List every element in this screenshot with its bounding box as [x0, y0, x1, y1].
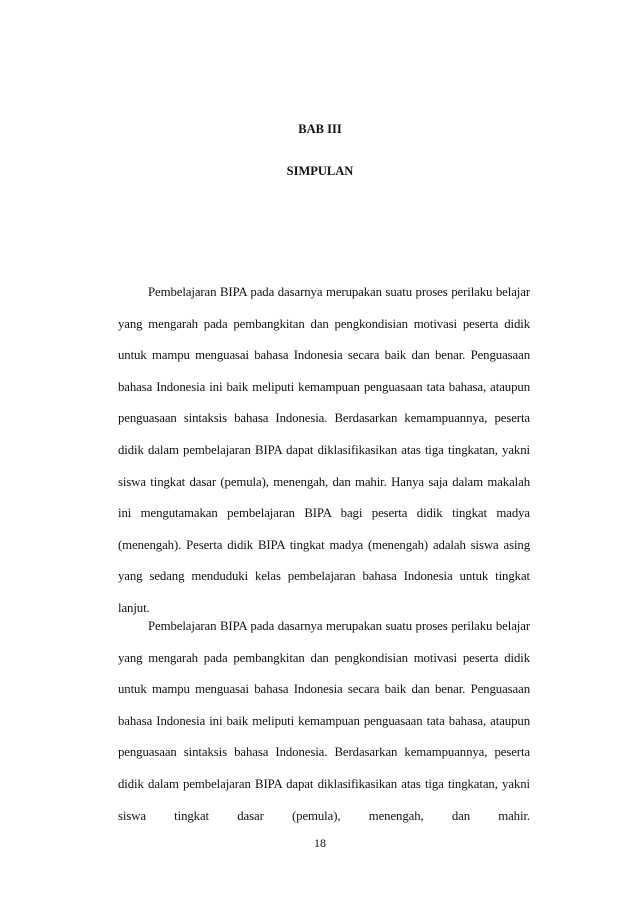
paragraph-1-text: Pembelajaran BIPA pada dasarnya merupakan suatu proses perilaku belajar yang mengarah pada pembangkitan dan pengkondisian motivasi peserta didik untuk mampu menguasai bahasa Indonesia secara baik dan benar. Penguasaan bahasa Indonesia ini baik meliputi kemampuan penguasaan tata bahasa, ataupun penguasaan sintaksis bahasa Indonesia. Berdasarkan kemampuannya, peserta didik dalam pembelajaran BIPA dapat diklasifikasikan atas tiga tingkatan, yakni siswa tingkat dasar (pemula), menengah, dan mahir. Hanya saja dalam makalah ini mengutamakan pembelajaran BIPA bagi peserta didik tingkat madya (menengah). Peserta didik BIPA tingkat madya (menengah) adalah siswa asing yang sedang menduduki kelas pembelajaran bahasa Indonesia untuk tingkat lanjut.	[118, 285, 530, 615]
chapter-title: SIMPULAN	[286, 164, 354, 178]
chapter-heading: BAB III	[298, 122, 342, 136]
paragraph-2-text: Pembelajaran BIPA pada dasarnya merupakan suatu proses perilaku belajar yang mengarah pada pembangkitan dan pengkondisian motivasi peserta didik untuk mampu menguasai bahasa Indonesia secara baik dan benar. Penguasaan bahasa Indonesia ini baik meliputi kemampuan penguasaan tata bahasa, ataupun penguasaan sintaksis bahasa Indonesia. Berdasarkan kemampuannya, peserta didik dalam pembelajaran BIPA dapat diklasifikasikan atas tiga tingkatan, yakni siswa tingkat dasar (pemula), menengah, dan mahir.	[118, 619, 530, 823]
page-number: 18	[314, 836, 326, 850]
paragraph-2	[118, 611, 530, 832]
paragraph-1	[118, 277, 530, 625]
